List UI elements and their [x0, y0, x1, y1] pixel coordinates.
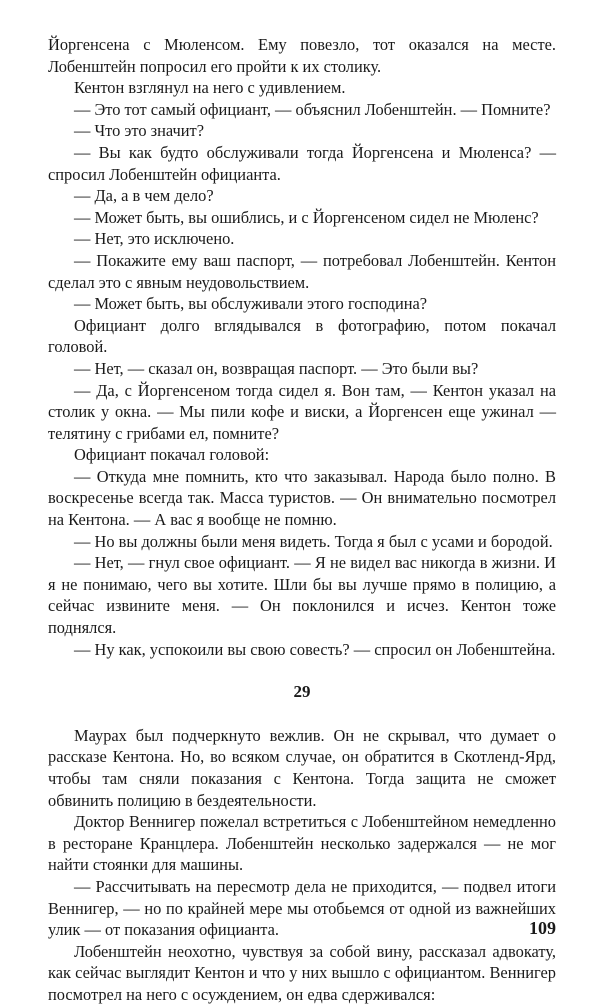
paragraph: — Рассчитывать на пересмотр дела не приходится, — подвел итоги Веннигер, — но по крайней мере мы отобьемся от одной из важнейших улик — от показания официанта.	[48, 876, 556, 940]
paragraph: — Вы как будто обслуживали тогда Йоргенсена и Мюленса? — спросил Лобенштейн официанта.	[48, 142, 556, 184]
paragraph: — Да, а в чем дело?	[74, 186, 214, 206]
paragraph: — Откуда мне помнить, кто что заказывал. Народа было полно. В воскресенье всегда так. Масса туристов. — Он внимательно посмотрел на Кентона. — А вас я вообще не помню.	[48, 466, 556, 530]
paragraph: — Но вы должны были меня видеть. Тогда я был с усами и бородой.	[74, 531, 553, 551]
paragraph: Официант долго вглядывался в фотографию, потом покачал головой.	[48, 315, 556, 357]
paragraph: — Покажите ему ваш паспорт, — потребовал Лобенштейн. Кентон сделал это с явным неудовольствием.	[48, 250, 556, 292]
chapter-number: 29	[293, 682, 311, 702]
page-number: 109	[529, 918, 556, 938]
paragraph: — Нет, — гнул свое официант. — Я не видел вас никогда в жизни. И я не понимаю, чего вы хотите. Шли бы вы лучше прямо в полицию, а сейчас извините меня. — Он поклонился и исчез. Кентон тоже поднялся.	[48, 553, 556, 638]
paragraph: — Нет, — сказал он, возвращая паспорт. — Это были вы?	[74, 358, 479, 378]
paragraph: Доктор Веннигер пожелал встретиться с Лобенштейном немедленно в ресторане Кранцлера. Лобенштейн несколько задержался — не мог найти стоянки для машины.	[48, 812, 556, 875]
paragraph: Официант покачал головой:	[74, 445, 270, 465]
paragraph: — Это тот самый официант, — объяснил Лобенштейн. — Помните?	[74, 99, 551, 119]
paragraph: Кентон взглянул на него с удивлением.	[74, 78, 346, 98]
paragraph: — Ну как, успокоили вы свою совесть? — спросил он Лобенштейна.	[74, 639, 556, 659]
paragraph: — Может быть, вы обслуживали этого господина?	[74, 294, 428, 314]
paragraph: — Может быть, вы ошиблись, и с Йоргенсеном сидел не Мюленс?	[74, 207, 539, 227]
page-text	[48, 34, 556, 1006]
paragraph: Йоргенсена с Мюленсом. Ему повезло, тот оказался на месте. Лобенштейн попросил его пройти к их столику.	[48, 35, 556, 76]
paragraph: — Да, с Йоргенсеном тогда сидел я. Вон там, — Кентон указал на столик у окна. — Мы пили кофе и виски, а Йоргенсен еще ужинал — телятину с грибами ел, помните?	[48, 380, 556, 443]
paragraph: — Что это значит?	[74, 121, 204, 141]
paragraph: Маурах был подчеркнуто вежлив. Он не скрывал, что думает о рассказе Кентона. Но, во всяком случае, он обратится в Скотленд-Ярд, чтобы там сняли показания с Кентона. Тогда защита не сможет обвинить полицию в бездеятельности.	[48, 725, 556, 810]
paragraph: — Нет, это исключено.	[74, 229, 235, 249]
paragraph: Лобенштейн неохотно, чувствуя за собой вину, рассказал адвокату, как сейчас выглядит Кентон и что у них вышло с официантом. Веннигер посмотрел на него с осуждением, он едва сдерживался:	[48, 941, 556, 1004]
